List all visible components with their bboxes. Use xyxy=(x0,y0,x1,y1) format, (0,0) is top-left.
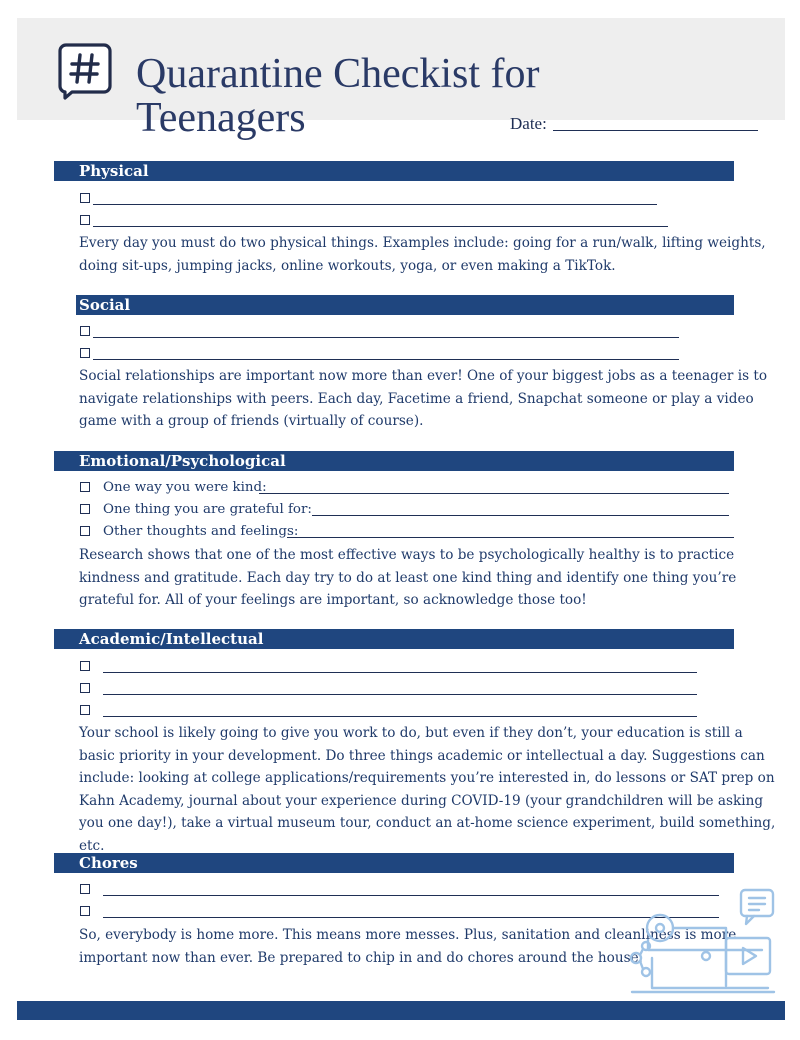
section-title: Academic/Intellectual xyxy=(79,630,264,648)
answer-line[interactable] xyxy=(103,716,697,717)
page-title: Quarantine Checkist for Teenagers xyxy=(136,51,540,141)
social-media-laptop-illustration xyxy=(622,888,782,1000)
section-title: Physical xyxy=(79,162,149,180)
checkbox[interactable] xyxy=(80,482,90,492)
section-description: Research shows that one of the most effective ways to be psychologically healthy is to practice kindness and gratitude. Each day try to do at least one kind thing and identify one thing you’re grateful for. All of your feelings are important, so acknowledge those too! xyxy=(79,547,737,608)
section-description: Social relationships are important now more than ever! One of your biggest jobs as a teenager is to navigate relationships with peers. Each day, Facetime a friend, Snapchat someone or play a video game with a group of friends (virtually of course). xyxy=(79,368,768,429)
section-header-physical xyxy=(54,161,734,181)
section-title: Chores xyxy=(79,854,138,872)
checkbox[interactable] xyxy=(80,661,90,671)
date-label: Date: xyxy=(510,114,547,133)
prompt-label: One thing you are grateful for: xyxy=(103,502,312,517)
checkbox[interactable] xyxy=(80,326,90,336)
section-description: Every day you must do two physical things. Examples include: going for a run/walk, lifting weights, doing sit-ups, jumping jacks, online workouts, yoga, or even making a TikTok. xyxy=(79,235,766,274)
hashtag-chat-icon xyxy=(58,42,112,100)
section-header-emotional xyxy=(54,451,734,471)
answer-line[interactable] xyxy=(103,694,697,695)
section-header-academic xyxy=(54,629,734,649)
checkbox[interactable] xyxy=(80,348,90,358)
footer-band xyxy=(17,1001,785,1020)
section-title: Emotional/Psychological xyxy=(79,452,286,470)
answer-line[interactable] xyxy=(93,204,657,205)
date-field[interactable] xyxy=(553,130,758,131)
prompt-label: One way you were kind: xyxy=(103,480,267,495)
answer-line[interactable] xyxy=(287,537,734,538)
answer-line[interactable] xyxy=(103,672,697,673)
section-description: So, everybody is home more. This means more messes. Plus, sanitation and cleanliness is more important now than ever. Be prepared to chip in and do chores around the house. xyxy=(79,927,737,966)
checkbox[interactable] xyxy=(80,215,90,225)
answer-line[interactable] xyxy=(259,493,729,494)
checkbox[interactable] xyxy=(80,884,90,894)
prompt-label: Other thoughts and feelings: xyxy=(103,524,299,539)
answer-line[interactable] xyxy=(312,515,729,516)
section-header-social xyxy=(76,295,734,315)
checkbox[interactable] xyxy=(80,906,90,916)
answer-line[interactable] xyxy=(93,337,679,338)
checkbox[interactable] xyxy=(80,705,90,715)
answer-line[interactable] xyxy=(93,359,679,360)
section-header-chores xyxy=(54,853,734,873)
answer-line[interactable] xyxy=(93,226,668,227)
checkbox[interactable] xyxy=(80,504,90,514)
checkbox[interactable] xyxy=(80,683,90,693)
checkbox[interactable] xyxy=(80,526,90,536)
checkbox[interactable] xyxy=(80,193,90,203)
section-title: Social xyxy=(79,296,131,314)
section-description: Your school is likely going to give you work to do, but even if they don’t, your education is still a basic priority in your development. Do three things academic or intellectual a day. Suggestions can include: looking at college applications/requirements you’re interested in, do lessons or SAT prep on Kahn Academy, journal about your experience during COVID-19 (your grandchildren will be asking you one day!), take a virtual museum tour, conduct an at-home science experiment, build something, etc. xyxy=(79,725,776,854)
